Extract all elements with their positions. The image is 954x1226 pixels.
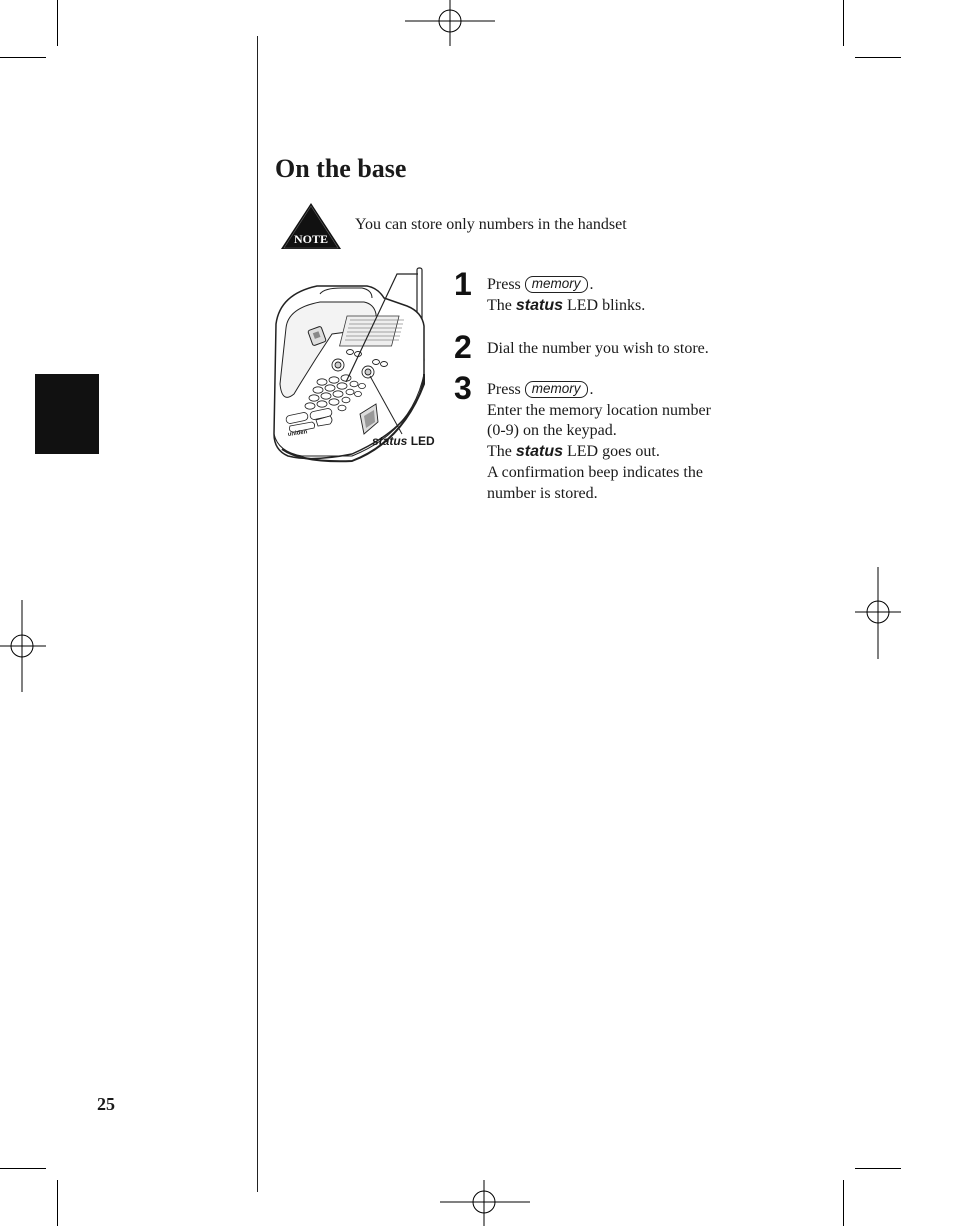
memory-key: memory [525,276,588,293]
brand-logo-text: uniden [287,429,308,438]
crop-mark [0,1168,46,1169]
step-3-line-2: Enter the memory location number [487,401,711,419]
step-1-line-1 [487,275,645,296]
step-1-line-2 [487,296,645,317]
step-number-1: 1 [454,266,472,302]
caption-led-word: LED [410,434,435,448]
step-2-line-1: Dial the number you wish to store. [487,340,709,357]
step-3-press: Press [487,381,521,398]
crop-mark [57,1180,58,1226]
registration-mark-icon [405,0,495,46]
note-text: You can store only numbers in the handset [355,216,627,233]
step-1-led-blinks: LED blinks. [567,296,646,314]
step-number-3: 3 [454,370,472,406]
section-title: On the base [275,154,407,183]
crop-mark [843,0,844,46]
page-number: 25 [97,1094,115,1114]
caption-status-word: status [372,434,408,448]
step-3-line-1 [487,380,711,401]
step-number-2: 2 [454,329,472,365]
illustration-caption [372,434,435,448]
step-3-line-3: (0-9) on the keypad. [487,422,617,440]
crop-mark [855,57,901,58]
status-led-label: status [515,443,563,461]
registration-mark-icon [440,1180,530,1226]
step-3-line-4 [487,442,711,463]
crop-mark [843,1180,844,1226]
note-badge-text: NOTE [293,232,329,246]
step-3-period: . [589,381,594,398]
registration-mark-icon [0,600,46,692]
crop-mark [57,0,58,46]
step-2-text [487,339,709,360]
note-icon [279,202,343,250]
step-3-led-goes-out: LED goes out. [567,443,660,461]
step-3-line-6: number is stored. [487,484,598,502]
memory-key: memory [525,381,588,398]
step-3-line-5: A confirmation beep indicates the [487,463,703,481]
crop-mark [0,57,46,58]
step-3-the: The [487,443,512,461]
step-3-text [487,380,711,504]
step-1-the: The [487,296,512,314]
crop-mark [855,1168,901,1169]
status-led-label: status [515,296,563,314]
section-tab [35,374,99,454]
step-1-press: Press [487,276,521,293]
column-divider [257,36,258,1192]
step-1-text [487,275,645,316]
registration-mark-icon [855,567,901,659]
step-1-period: . [589,276,594,293]
